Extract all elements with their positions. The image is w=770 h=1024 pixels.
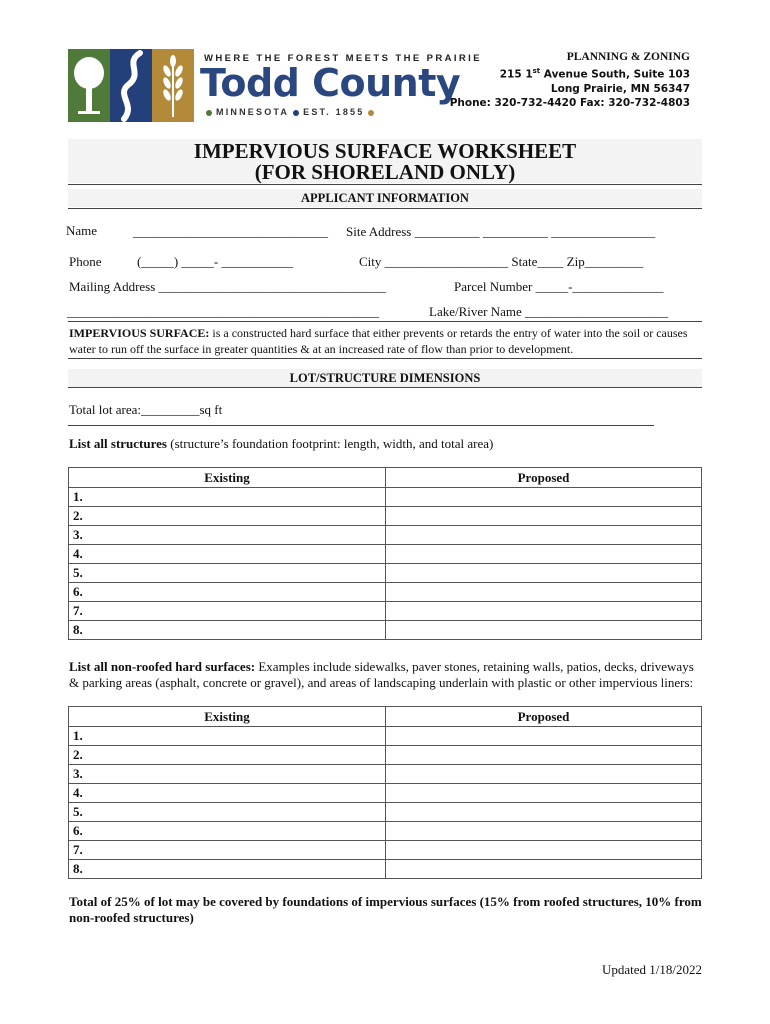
logo-county-name: Todd County (200, 61, 461, 105)
existing-cell[interactable]: 8. (69, 860, 386, 879)
existing-cell[interactable]: 4. (69, 545, 386, 564)
existing-cell[interactable]: 6. (69, 583, 386, 602)
existing-cell[interactable]: 7. (69, 602, 386, 621)
office-address-post: Avenue South, Suite 103 (540, 68, 690, 81)
logo-est: EST. 1855 (303, 107, 365, 117)
definition-bottom-rule (68, 358, 702, 359)
office-phone: Phone: 320-732-4420 Fax: 320-732-4803 (449, 96, 690, 109)
definition-term: IMPERVIOUS SURFACE: (69, 326, 210, 340)
phone-label: Phone (69, 254, 102, 269)
applicant-heading: APPLICANT INFORMATION (68, 189, 702, 207)
table-row (69, 526, 702, 545)
existing-cell[interactable]: 5. (69, 564, 386, 583)
tree-icon (68, 49, 110, 122)
table-row (69, 507, 702, 526)
existing-cell[interactable]: 3. (69, 765, 386, 784)
office-city: Long Prairie, MN 56347 (550, 82, 690, 95)
parcel-number-field[interactable]: Parcel Number _____-______________ (454, 279, 664, 294)
phone-field[interactable]: (_____) _____- ___________ (137, 254, 293, 269)
proposed-cell[interactable] (386, 583, 702, 602)
table-row (69, 784, 702, 803)
existing-cell[interactable]: 3. (69, 526, 386, 545)
wheat-icon (152, 49, 194, 122)
existing-cell[interactable]: 4. (69, 784, 386, 803)
proposed-column-header: Proposed (386, 468, 702, 488)
office-info (450, 50, 690, 110)
page-title (68, 139, 702, 183)
structures-lead-rest: (structure’s foundation footprint: length, width, and total area) (166, 436, 494, 451)
nonroofed-table (68, 706, 702, 879)
existing-column-header: Existing (69, 707, 386, 727)
existing-cell[interactable]: 1. (69, 488, 386, 507)
proposed-column-header: Proposed (386, 707, 702, 727)
table-row (69, 841, 702, 860)
gold-dot-icon (368, 110, 374, 116)
nonroofed-instructions (69, 659, 703, 691)
table-header-row (69, 468, 702, 488)
proposed-cell[interactable] (386, 841, 702, 860)
office-address (450, 64, 690, 82)
proposed-cell[interactable] (386, 822, 702, 841)
table-row (69, 564, 702, 583)
nonroofed-lead-bold: List all non-roofed hard surfaces: (69, 659, 256, 674)
existing-cell[interactable]: 2. (69, 507, 386, 526)
office-dept: PLANNING & ZONING (566, 51, 690, 63)
table-row (69, 545, 702, 564)
name-label: Name (66, 223, 98, 238)
name-field[interactable]: ______________________________ (133, 224, 328, 239)
table-row (69, 621, 702, 640)
city-state-zip-field[interactable]: City ___________________ State____ Zip_________ (359, 254, 644, 269)
green-dot-icon (206, 110, 212, 116)
structures-lead-bold: List all structures (69, 436, 167, 451)
office-address-pre: 215 1 (499, 68, 533, 81)
logo-state: MINNESOTA (216, 107, 290, 117)
table-row (69, 602, 702, 621)
office-address-sup: st (532, 67, 541, 75)
lake-blank-field[interactable]: ________________________________________________ (67, 304, 379, 319)
river-icon (110, 49, 152, 122)
table-row (69, 583, 702, 602)
proposed-cell[interactable] (386, 526, 702, 545)
proposed-cell[interactable] (386, 488, 702, 507)
lot-heading: LOT/STRUCTURE DIMENSIONS (68, 369, 702, 387)
existing-cell[interactable]: 6. (69, 822, 386, 841)
logo-tagline: WHERE THE FOREST MEETS THE PRAIRIE (204, 53, 482, 64)
definition-text: is a constructed hard surface that either prevents or retards the entry of water into the soil or causes water to run off the surface in greater quantities & at an increased rate of flow than prior to development. (69, 326, 688, 356)
table-row (69, 727, 702, 746)
existing-cell[interactable]: 5. (69, 803, 386, 822)
blue-dot-icon (293, 110, 299, 116)
proposed-cell[interactable] (386, 602, 702, 621)
proposed-cell[interactable] (386, 545, 702, 564)
existing-cell[interactable]: 7. (69, 841, 386, 860)
definition-top-rule (68, 321, 702, 322)
table-row (69, 803, 702, 822)
coverage-note: Total of 25% of lot may be covered by foundations of impervious surfaces (15% from roofed structures, 10% from non-roofed structures) (69, 894, 702, 925)
mailing-address-field[interactable]: Mailing Address ___________________________________ (69, 279, 387, 294)
proposed-cell[interactable] (386, 507, 702, 526)
table-row (69, 488, 702, 507)
todd-county-logo (68, 49, 482, 122)
title-line-2: (FOR SHORELAND ONLY) (254, 160, 516, 184)
total-lot-area-field[interactable]: Total lot area:_________sq ft (69, 402, 223, 417)
proposed-cell[interactable] (386, 765, 702, 784)
applicant-rule (68, 208, 702, 209)
proposed-cell[interactable] (386, 621, 702, 640)
title-line-1: IMPERVIOUS SURFACE WORKSHEET (193, 139, 577, 163)
existing-cell[interactable]: 1. (69, 727, 386, 746)
existing-cell[interactable]: 2. (69, 746, 386, 765)
lot-area-rule (68, 425, 654, 426)
structures-instructions (69, 436, 493, 452)
proposed-cell[interactable] (386, 784, 702, 803)
table-row (69, 746, 702, 765)
lot-rule (68, 387, 702, 388)
proposed-cell[interactable] (386, 727, 702, 746)
proposed-cell[interactable] (386, 803, 702, 822)
table-row (69, 860, 702, 879)
structures-table (68, 467, 702, 640)
table-row (69, 765, 702, 784)
table-header-row (69, 707, 702, 727)
existing-cell[interactable]: 8. (69, 621, 386, 640)
table-row (69, 822, 702, 841)
impervious-definition (69, 325, 703, 357)
existing-column-header: Existing (69, 468, 386, 488)
nonroofed-lead-rest: Examples include sidewalks, paver stones, retaining walls, patios, decks, driveways & parking areas (asphalt, concrete or gravel), and areas of landscaping underlain with plastic or other impervious liners: (69, 659, 694, 690)
proposed-cell[interactable] (386, 564, 702, 583)
updated-date: Updated 1/18/2022 (601, 962, 702, 977)
proposed-cell[interactable] (386, 746, 702, 765)
logo-subline (206, 107, 378, 117)
site-address-field[interactable]: Site Address __________ __________ ________________ (346, 224, 656, 239)
proposed-cell[interactable] (386, 860, 702, 879)
lake-river-field[interactable]: Lake/River Name ______________________ (429, 304, 669, 319)
title-rule (68, 184, 702, 185)
